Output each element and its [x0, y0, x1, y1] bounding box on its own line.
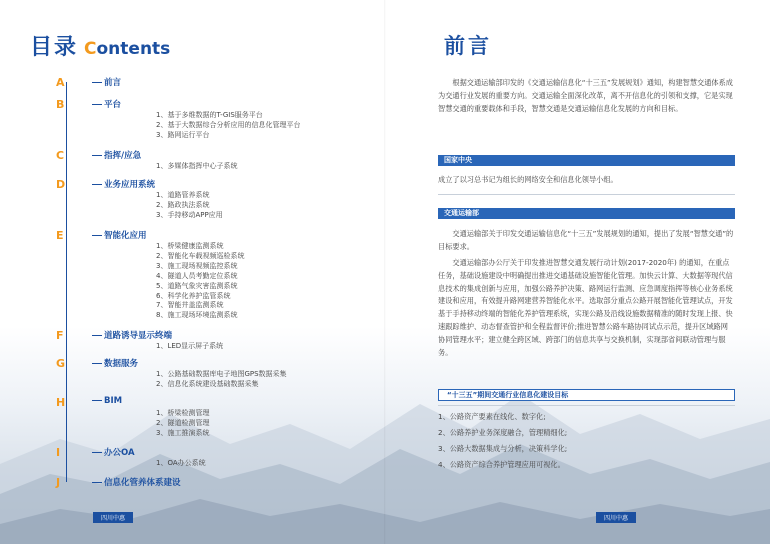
toc-title-en — [84, 39, 170, 59]
section-letter: C — [56, 149, 65, 162]
list-item: 2、信息化系统建设基础数据采集 — [156, 379, 259, 388]
toc-title-cn: 目录 — [30, 35, 79, 60]
divider — [438, 405, 735, 406]
ministry-text-1: 交通运输部关于印发交通运输信息化“十三五”发展规划的通知，提出了发展“智慧交通”的目标要求。 — [438, 229, 734, 251]
section-items — [156, 409, 209, 439]
section-title: 数据服务 — [92, 357, 138, 369]
list-item: 5、道路气象灾害监测系统 — [156, 281, 238, 290]
list-item: 1、公路基础数据库电子地图GPS数据采集 — [156, 370, 287, 378]
central-gov-label: 国家中央 — [444, 156, 472, 164]
section-items — [156, 111, 300, 141]
goal-item: 1、公路资产要素在线化、数字化; — [438, 412, 546, 421]
ministry-bar — [438, 208, 735, 219]
central-gov-bar — [438, 155, 735, 166]
footer-brand-left: 四川中惠 — [93, 512, 133, 523]
section-items — [156, 242, 244, 321]
section-letter: B — [56, 98, 65, 111]
list-item: 1、桥梁健康监测系统 — [156, 242, 224, 250]
list-item: 3、施工推演系统 — [156, 428, 210, 437]
list-item: 1、道路管养系统 — [156, 191, 210, 199]
section-title: 平台 — [92, 98, 121, 110]
list-item: 2、隧道检测管理 — [156, 418, 210, 427]
section-title: 业务应用系统 — [92, 178, 155, 190]
section-letter: D — [56, 178, 66, 191]
list-item: 1、多媒体指挥中心子系统 — [156, 162, 238, 170]
toc-heading — [30, 30, 170, 61]
section-items — [156, 342, 223, 352]
ministry-text-2: 交通运输部办公厅关于印发推进智慧交通发展行动计划(2017-2020年) 的通知，在重点任务，基础设施建设中明确提出推进交通基础设施智能化管理。加快云计算、大数据等现代信息技术的集成创新与应用，加强公路养护决策、路网运行监测、应急调度指挥等核心业务系统建设和应用，有效提升路网建营养智能化水平。选取部分重点公路开展智能化管理试点，开发基于手持移动终端的智能化养护管理系统，实现公路及沿线设施数据精准的随时发现上报、快速跟踪维护、动态督查管护和全程监督评价;推进智慧公路车路协同试点示范，提升区域路网协同管理水平；建立健全跨区域、跨部门的信息共享与交换机制，实现部省间联动管理与服务。 — [438, 258, 733, 357]
list-item: 8、施工现场环境监测系统 — [156, 311, 238, 320]
goal-item: 4、公路资产综合养护管理应用可视化。 — [438, 460, 565, 469]
section-letter: E — [56, 229, 64, 242]
section-title: 信息化管养体系建设 — [92, 476, 181, 488]
list-item: 4、隧道人员考勤定位系统 — [156, 271, 238, 280]
goals-heading: “十三五”期间交通行业信息化建设目标 — [447, 391, 569, 399]
toc-title-en-rest: ontents — [96, 39, 171, 59]
list-item: 2、智能化车载视频巡检系统 — [156, 251, 245, 260]
list-item: 2、基于大数据综合分析应用的信息化管理平台 — [156, 120, 301, 129]
section-title: 智能化应用 — [92, 229, 147, 241]
section-title: BIM — [92, 396, 122, 406]
goals-heading-bar — [438, 389, 735, 401]
footer-brand-right: 四川中惠 — [596, 512, 636, 523]
section-title: 前言 — [92, 76, 121, 88]
preface-title: 前言 — [444, 34, 492, 58]
central-gov-text: 成立了以习总书记为组长的网络安全和信息化领导小组。 — [438, 175, 618, 184]
section-letter: J — [56, 476, 61, 489]
divider — [438, 194, 735, 195]
section-letter: I — [56, 446, 61, 459]
list-item: 1、桥梁检测管理 — [156, 409, 210, 417]
ministry-label: 交通运输部 — [444, 209, 479, 217]
list-item: 1、OA办公系统 — [156, 459, 206, 467]
list-item: 2、路政执法系统 — [156, 200, 210, 209]
section-letter: F — [56, 329, 64, 342]
toc-title-en-initial: C — [84, 39, 97, 59]
section-title: 指挥/应急 — [92, 149, 141, 161]
preface-intro: 根据交通运输部印发的《交通运输信息化“十三五”发展规划》通知，构建智慧交通体系成为交通行业发展的重要方向。交通运输全面深化改革，离不开信息化的引领和支撑，它是实现智慧交通的重要载体和手段，智慧交通是交通运输信息化发展的方向和目标。 — [438, 78, 733, 113]
list-item: 1、LED显示屏子系统 — [156, 342, 224, 350]
section-letter: G — [56, 357, 66, 370]
section-letter: H — [56, 396, 66, 409]
page-gutter — [384, 0, 386, 544]
toc-spine-line — [66, 82, 67, 482]
section-items — [156, 370, 287, 390]
section-letter: A — [56, 76, 65, 89]
section-title: 办公OA — [92, 446, 135, 458]
section-items — [156, 191, 223, 221]
goal-item: 2、公路养护业务深度融合，管理精细化; — [438, 428, 568, 437]
list-item: 7、智能井盖监测系统 — [156, 301, 224, 310]
list-item: 3、路网运行平台 — [156, 130, 210, 139]
list-item: 1、基于多维数据的T-GIS服务平台 — [156, 111, 263, 119]
section-items — [156, 459, 206, 469]
list-item: 3、施工现场视频监控系统 — [156, 261, 238, 270]
section-items — [156, 162, 237, 172]
list-item: 6、科学化养护监管系统 — [156, 291, 231, 300]
section-title: 道路诱导显示终端 — [92, 329, 172, 341]
list-item: 3、手持移动APP应用 — [156, 210, 223, 219]
goal-item: 3、公路大数据集成与分析，决策科学化; — [438, 444, 568, 453]
